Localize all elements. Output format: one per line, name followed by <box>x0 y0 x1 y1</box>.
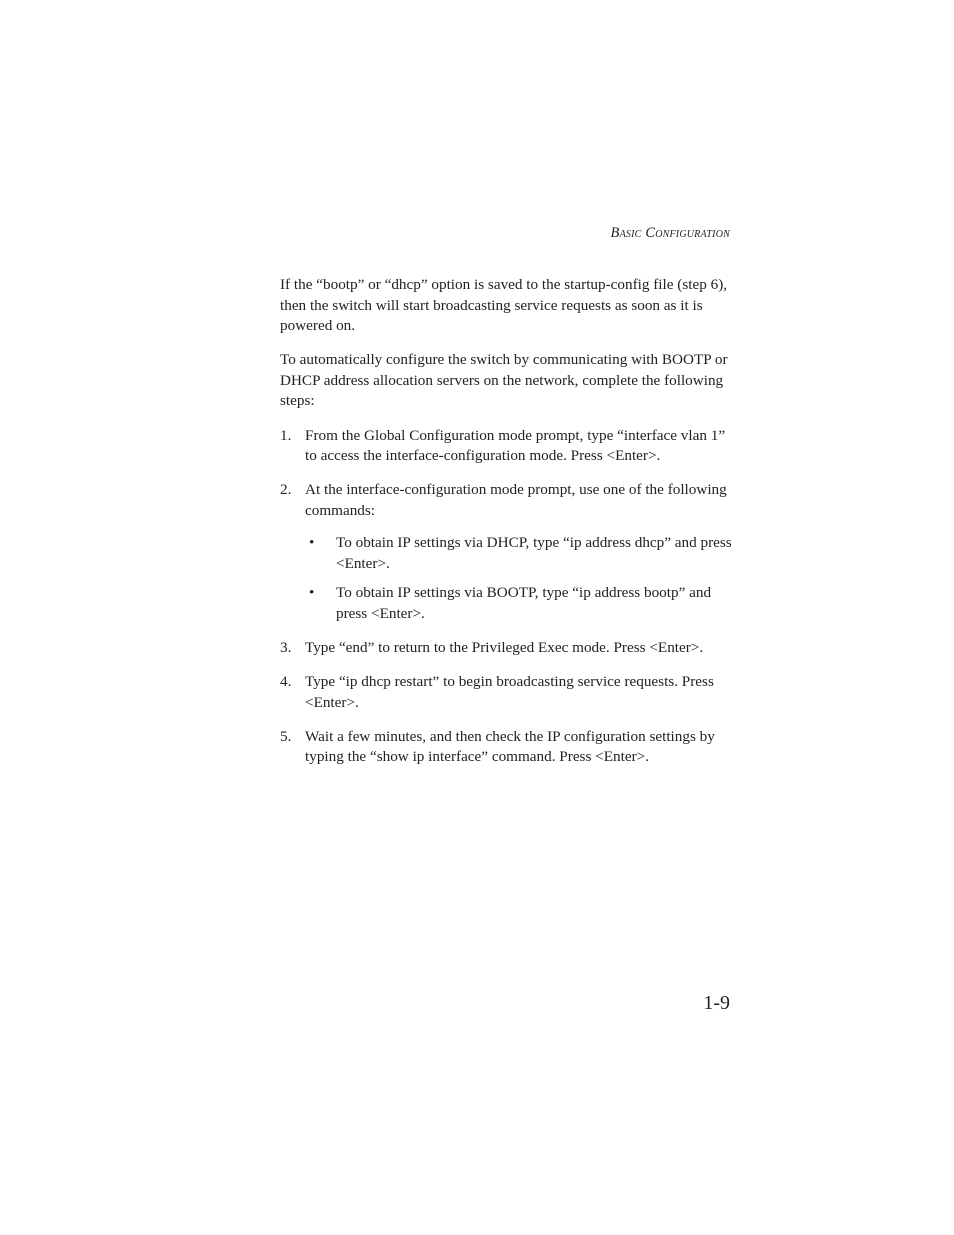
step-number: 4. <box>280 672 292 690</box>
step-number: 2. <box>280 481 292 499</box>
steps-list <box>280 426 732 768</box>
step-number: 3. <box>280 638 292 656</box>
step-item <box>280 426 732 467</box>
bullet-icon: • <box>309 534 315 552</box>
intro-paragraph: If the “bootp” or “dhcp” option is saved to the startup-config file (step 6), then the switch will start broadcasting service requests as soon as it is powered on. <box>280 276 728 335</box>
command-option-text: To obtain IP settings via BOOTP, type “ip address bootp” and press <Enter>. <box>336 584 712 622</box>
step-item <box>280 480 732 624</box>
step-number: 5. <box>280 727 292 745</box>
step-item <box>280 638 732 659</box>
page-number: 1-9 <box>703 992 730 1014</box>
steps-intro-paragraph: To automatically configure the switch by communicating with BOOTP or DHCP address allocation servers on the network, complete the following steps: <box>280 351 728 410</box>
step-text: Type “ip dhcp restart” to begin broadcasting service requests. Press <Enter>. <box>305 672 714 711</box>
step-text: From the Global Configuration mode prompt, type “interface vlan 1” to access the interface-configuration mode. Press <Enter>. <box>305 426 726 465</box>
step-number: 1. <box>280 426 292 444</box>
command-option-item <box>305 533 732 574</box>
command-option-text: To obtain IP settings via DHCP, type “ip address dhcp” and press <Enter>. <box>336 534 732 573</box>
running-header: Basic Configuration <box>610 225 730 241</box>
bullet-icon: • <box>309 584 315 602</box>
page-body <box>280 275 732 781</box>
step-item <box>280 727 732 768</box>
step-text: At the interface-configuration mode prompt, use one of the following commands: <box>305 481 727 519</box>
step-text: Type “end” to return to the Privileged Exec mode. Press <Enter>. <box>305 638 704 656</box>
step-item <box>280 672 732 713</box>
command-option-item <box>305 583 732 624</box>
step-text: Wait a few minutes, and then check the IP configuration settings by typing the “show ip interface” command. Press <Enter>. <box>305 727 715 766</box>
command-options-list <box>305 533 732 624</box>
